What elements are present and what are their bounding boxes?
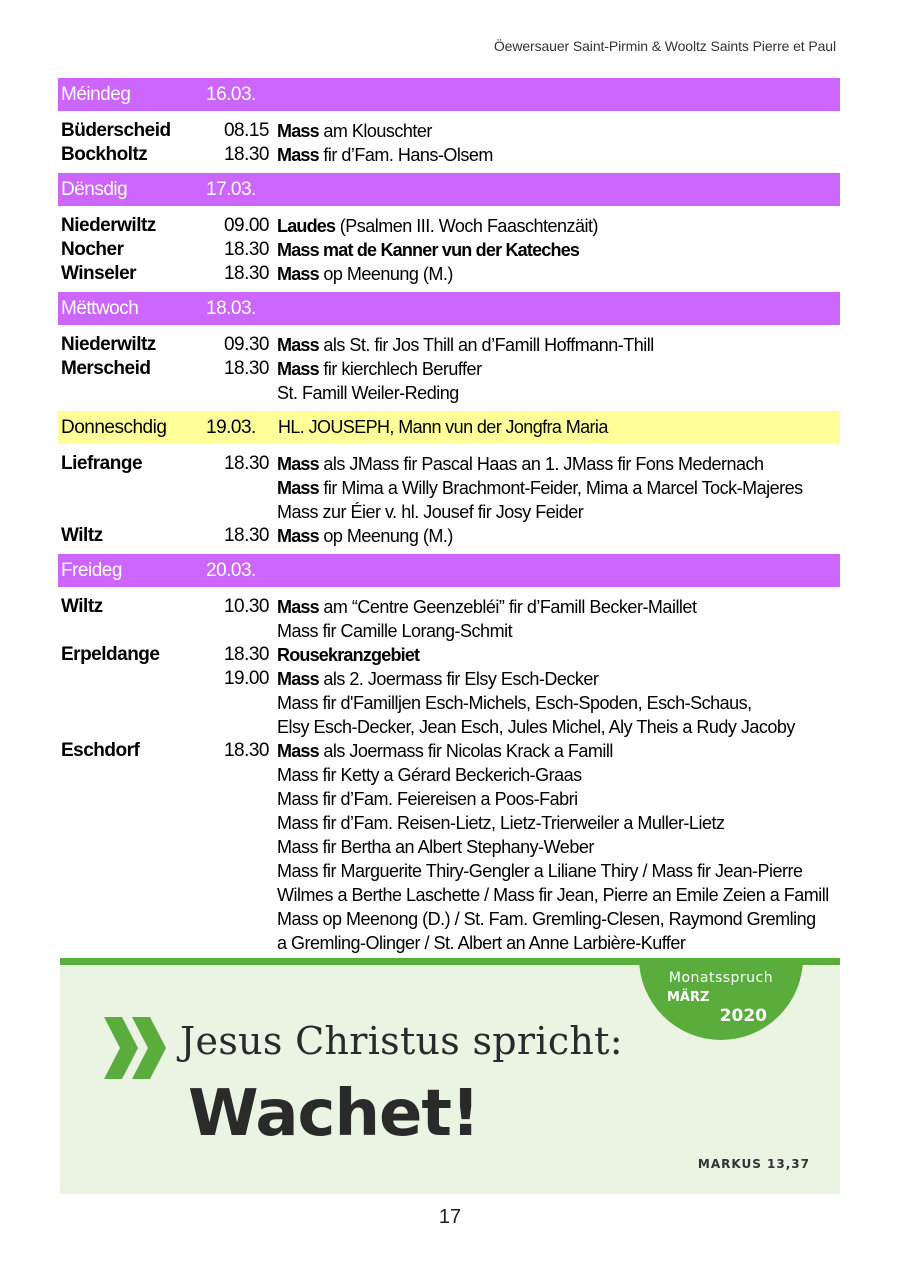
service-intention: Mass fir d’Fam. Feiereisen a Poos-Fabri bbox=[277, 788, 578, 809]
service-place: Büderscheid bbox=[61, 120, 171, 141]
service-intention: Mass fir d’Fam. Reisen-Lietz, Lietz-Trierweiler a Muller-Lietz bbox=[277, 812, 725, 833]
service-line bbox=[58, 643, 840, 667]
day-header bbox=[58, 78, 840, 111]
service-intention: Mass fir Ketty a Gérard Beckerich-Graas bbox=[277, 764, 582, 785]
service-type: Mass bbox=[277, 263, 319, 284]
service-type: Mass bbox=[277, 740, 319, 761]
service-time: 18.30 bbox=[223, 239, 269, 260]
service-description bbox=[275, 597, 840, 618]
service-intention: als JMass fir Pascal Haas an 1. JMass fir Fons Medernach bbox=[318, 453, 764, 474]
service-intention: Mass fir Camille Lorang-Schmit bbox=[277, 620, 513, 641]
service-intention: am Klouschter bbox=[318, 120, 432, 141]
service-place: Wiltz bbox=[61, 596, 103, 617]
service-line bbox=[58, 524, 840, 548]
service-time: 18.30 bbox=[223, 144, 269, 165]
service-place: Bockholtz bbox=[61, 144, 148, 165]
day-services bbox=[58, 587, 840, 961]
monthly-verse-banner bbox=[60, 958, 840, 1194]
service-description bbox=[275, 502, 840, 523]
service-line bbox=[58, 619, 840, 643]
service-description bbox=[275, 216, 840, 237]
service-description bbox=[275, 717, 840, 738]
day-name: Mëttwoch bbox=[61, 297, 139, 319]
service-line bbox=[58, 452, 840, 476]
service-line bbox=[58, 859, 840, 883]
service-line bbox=[58, 667, 840, 691]
service-time: 18.30 bbox=[223, 358, 269, 379]
service-type: Mass bbox=[277, 668, 319, 689]
service-type: Laudes bbox=[277, 215, 336, 236]
service-type: Mass bbox=[277, 453, 319, 474]
service-intention: op Meenung (M.) bbox=[318, 263, 453, 284]
service-intention: fir kierchlech Beruffer bbox=[318, 358, 482, 379]
day-name: Donneschdig bbox=[61, 416, 167, 438]
day-services bbox=[58, 444, 840, 554]
service-line bbox=[58, 835, 840, 859]
day-header bbox=[58, 554, 840, 587]
service-line bbox=[58, 739, 840, 763]
service-line bbox=[58, 595, 840, 619]
service-intention: Mass fir Marguerite Thiry-Gengler a Liliane Thiry / Mass fir Jean-Pierre bbox=[277, 860, 803, 881]
service-time: 08.15 bbox=[223, 120, 269, 141]
service-time: 10.30 bbox=[223, 596, 269, 617]
service-description bbox=[275, 861, 840, 882]
service-description bbox=[275, 145, 840, 166]
day-date: 18.03. bbox=[206, 297, 256, 319]
page-number: 17 bbox=[438, 1206, 462, 1228]
service-description bbox=[275, 526, 840, 547]
service-intention: Mass op Meenong (D.) / St. Fam. Gremling-Clesen, Raymond Gremling bbox=[277, 908, 816, 929]
monthly-badge bbox=[639, 958, 803, 1040]
service-line bbox=[58, 262, 840, 286]
day-name: Freideg bbox=[61, 559, 122, 581]
badge-label: Monatsspruch bbox=[668, 970, 774, 986]
verse-reference: MARKUS 13,37 bbox=[697, 1157, 810, 1171]
service-line bbox=[58, 143, 840, 167]
day-name: Méindeg bbox=[61, 83, 131, 105]
service-place: Merscheid bbox=[61, 358, 151, 379]
day-services bbox=[58, 111, 840, 173]
service-intention: als St. fir Jos Thill an d’Famill Hoffmann-Thill bbox=[318, 334, 654, 355]
day-services bbox=[58, 325, 840, 411]
service-time: 18.30 bbox=[223, 740, 269, 761]
service-description bbox=[275, 789, 840, 810]
day-header bbox=[58, 411, 840, 444]
service-description bbox=[275, 621, 840, 642]
service-intention: als Joermass fir Nicolas Krack a Famill bbox=[318, 740, 613, 761]
service-description bbox=[275, 454, 840, 475]
service-type: Mass bbox=[277, 596, 319, 617]
day-date: 20.03. bbox=[206, 559, 256, 581]
service-time: 18.30 bbox=[223, 263, 269, 284]
service-line bbox=[58, 787, 840, 811]
service-intention: am “Centre Geenzebléi” fir d’Famill Becker-Maillet bbox=[318, 596, 697, 617]
service-description bbox=[275, 933, 840, 954]
service-place: Liefrange bbox=[61, 453, 143, 474]
service-intention: fir Mima a Willy Brachmont-Feider, Mima a Marcel Tock-Majeres bbox=[318, 477, 803, 498]
service-line bbox=[58, 214, 840, 238]
service-intention: Wilmes a Berthe Laschette / Mass fir Jean, Pierre an Emile Zeien a Famill bbox=[277, 884, 829, 905]
service-line bbox=[58, 119, 840, 143]
service-description bbox=[275, 359, 840, 380]
service-intention: St. Famill Weiler-Reding bbox=[277, 382, 459, 403]
service-line bbox=[58, 931, 840, 955]
service-intention: (Psalmen III. Woch Faaschtenzäit) bbox=[335, 215, 598, 236]
service-time: 18.30 bbox=[223, 453, 269, 474]
service-type: Mass mat de Kanner vun der Kateches bbox=[277, 239, 580, 260]
service-time: 18.30 bbox=[223, 525, 269, 546]
badge-month: MÄRZ bbox=[667, 990, 710, 1005]
service-line bbox=[58, 715, 840, 739]
service-place: Eschdorf bbox=[61, 740, 140, 761]
day-header bbox=[58, 173, 840, 206]
service-line bbox=[58, 500, 840, 524]
service-type: Mass bbox=[277, 120, 319, 141]
service-type: Mass bbox=[277, 525, 319, 546]
service-line bbox=[58, 907, 840, 931]
service-place: Nocher bbox=[61, 239, 124, 260]
service-line bbox=[58, 238, 840, 262]
service-description bbox=[275, 909, 840, 930]
day-date: 19.03. bbox=[206, 416, 256, 438]
service-description bbox=[275, 669, 840, 690]
service-intention: Elsy Esch-Decker, Jean Esch, Jules Michel, Aly Theis a Rudy Jacoby bbox=[277, 716, 795, 737]
service-intention: Mass fir Bertha an Albert Stephany-Weber bbox=[277, 836, 594, 857]
service-description bbox=[275, 885, 840, 906]
service-type: Mass bbox=[277, 144, 319, 165]
service-place: Winseler bbox=[61, 263, 137, 284]
service-intention: als 2. Joermass fir Elsy Esch-Decker bbox=[318, 668, 599, 689]
service-intention: op Meenung (M.) bbox=[318, 525, 453, 546]
service-intention: Mass zur Éier v. hl. Jousef fir Josy Feider bbox=[277, 501, 584, 522]
service-description bbox=[275, 741, 840, 762]
service-description bbox=[275, 121, 840, 142]
verse-intro: Jesus Christus spricht: bbox=[180, 1019, 623, 1063]
service-line bbox=[58, 381, 840, 405]
service-line bbox=[58, 476, 840, 500]
service-description bbox=[275, 837, 840, 858]
day-header bbox=[58, 292, 840, 325]
service-description bbox=[275, 478, 840, 499]
badge-year: 2020 bbox=[719, 1006, 767, 1026]
service-type: Rousekranzgebiet bbox=[277, 644, 420, 665]
day-date: 16.03. bbox=[206, 83, 256, 105]
day-feast-title: HL. JOUSEPH, Mann vun der Jongfra Maria bbox=[278, 417, 608, 437]
service-description bbox=[275, 264, 840, 285]
service-description bbox=[275, 335, 840, 356]
service-description bbox=[275, 645, 840, 666]
service-place: Wiltz bbox=[61, 525, 103, 546]
service-line bbox=[58, 763, 840, 787]
service-description bbox=[275, 383, 840, 404]
mass-schedule bbox=[58, 78, 840, 961]
double-chevron-icon bbox=[104, 1013, 168, 1083]
service-line bbox=[58, 883, 840, 907]
service-place: Niederwiltz bbox=[61, 334, 156, 355]
day-name: Dënsdig bbox=[61, 178, 128, 200]
service-place: Niederwiltz bbox=[61, 215, 156, 236]
service-type: Mass bbox=[277, 334, 319, 355]
day-services bbox=[58, 206, 840, 292]
service-time: 09.00 bbox=[223, 215, 269, 236]
verse-text: Wachet! bbox=[188, 1077, 480, 1151]
service-time: 09.30 bbox=[223, 334, 269, 355]
service-description bbox=[275, 240, 840, 261]
service-line bbox=[58, 691, 840, 715]
service-description bbox=[275, 693, 840, 714]
service-type: Mass bbox=[277, 477, 319, 498]
service-intention: Mass fir d'Familljen Esch-Michels, Esch-Spoden, Esch-Schaus, bbox=[277, 692, 752, 713]
service-line bbox=[58, 811, 840, 835]
service-time: 18.30 bbox=[223, 644, 269, 665]
day-date: 17.03. bbox=[206, 178, 256, 200]
service-type: Mass bbox=[277, 358, 319, 379]
service-time: 19.00 bbox=[223, 668, 269, 689]
service-line bbox=[58, 357, 840, 381]
running-header: Öewersauer Saint-Pirmin & Wooltz Saints Pierre et Paul bbox=[493, 38, 836, 54]
service-place: Erpeldange bbox=[61, 644, 160, 665]
service-intention: fir d’Fam. Hans-Olsem bbox=[318, 144, 493, 165]
service-intention: a Gremling-Olinger / St. Albert an Anne Larbière-Kuffer bbox=[277, 932, 686, 953]
service-description bbox=[275, 813, 840, 834]
service-description bbox=[275, 765, 840, 786]
service-line bbox=[58, 333, 840, 357]
